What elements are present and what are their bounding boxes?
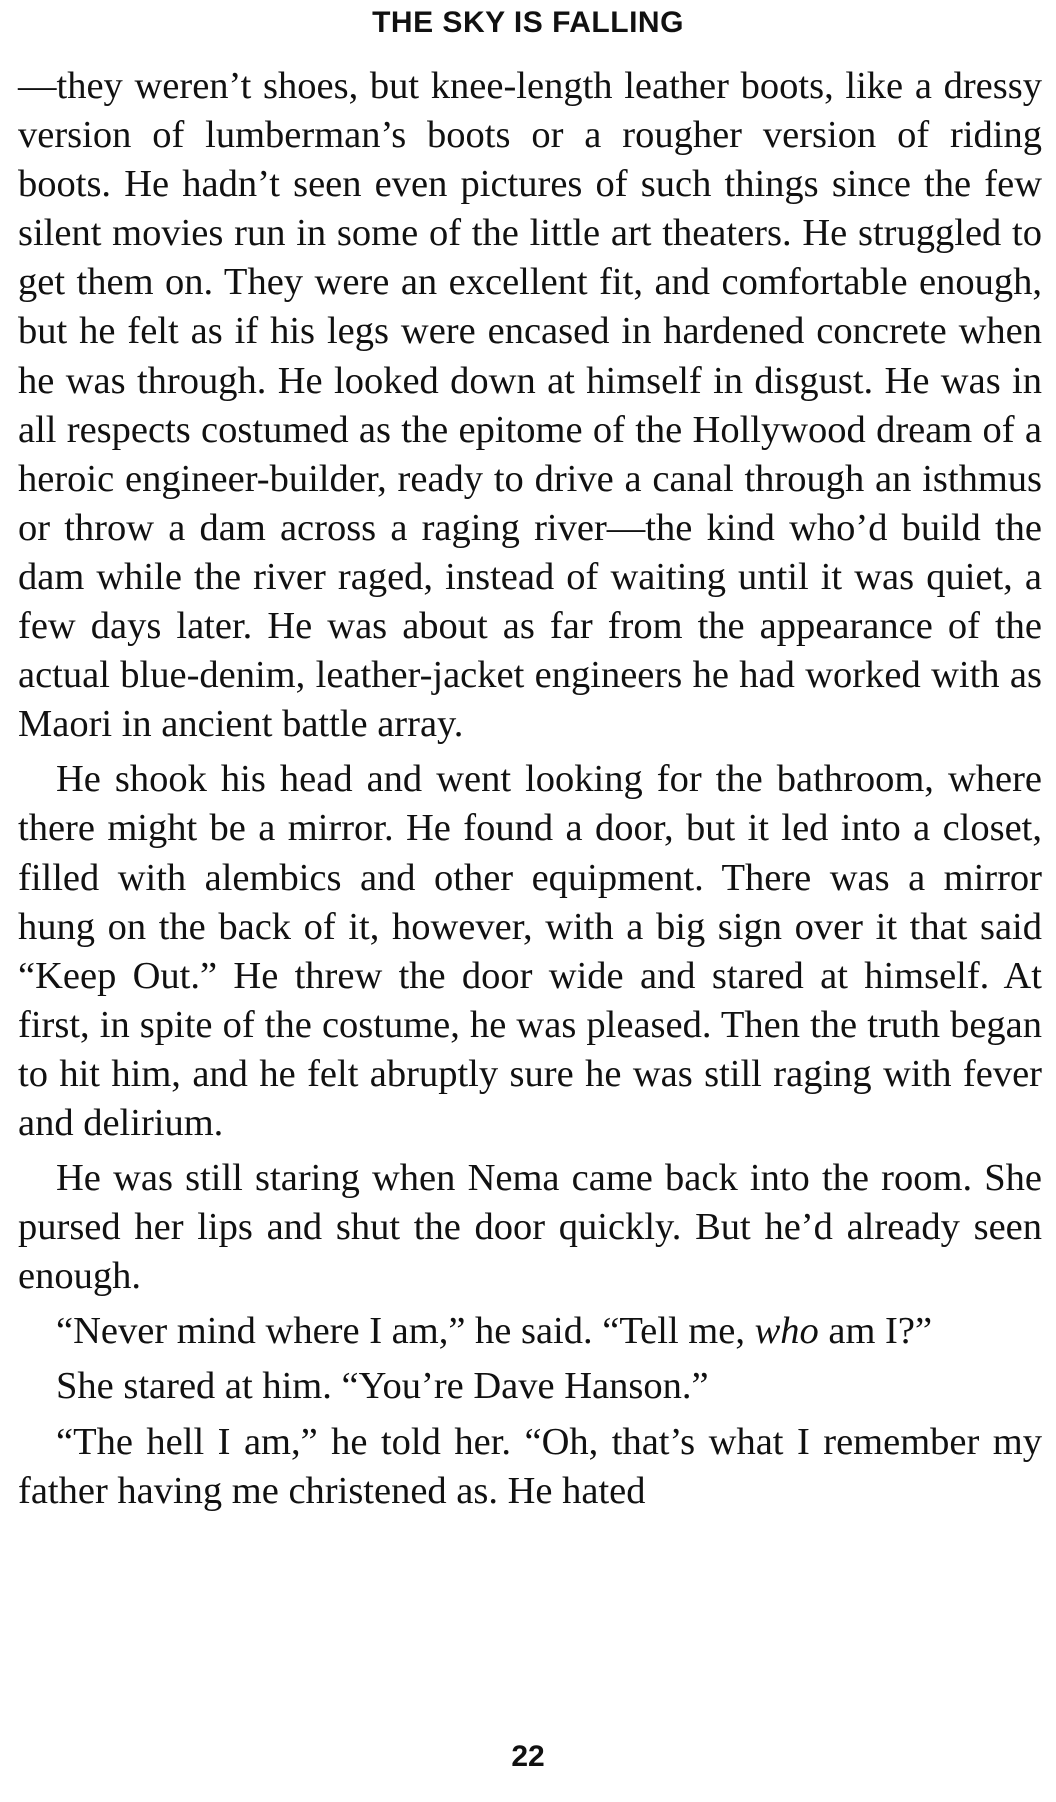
running-head-title: THE SKY IS FALLING [372, 6, 684, 39]
paragraph-6: “The hell I am,” he told her. “Oh, that’s what I remember my father having me christened as. He hated [18, 1420, 1042, 1512]
paragraph-2: He shook his head and went looking for the bathroom, where there might be a mirror. He found a door, but it led into a closet, filled with alembics and other equipment. There was a mirror hung on the back of it, however, with a big sign over it that said “Keep Out.” He threw the door wide and stared at himself. At first, in spite of the costume, he was pleased. Then the truth began to hit him, and he felt abruptly sure he was still raging with fever and delirium. [18, 758, 1042, 1144]
paragraph-4 [18, 1307, 1042, 1356]
paragraph-4-after: am I?” [818, 1310, 933, 1353]
paragraph-4-emphasis: who [754, 1310, 819, 1353]
paragraph-4-before: “Never mind where I am,” he said. “Tell me, [56, 1310, 755, 1353]
page-number: 22 [511, 1740, 545, 1773]
paragraph-1: —they weren’t shoes, but knee-length leather boots, like a dressy version of lumberman’s boots or a rougher version of riding boots. He hadn’t seen even pictures of such things since the few silent movies run in some of the little art theaters. He struggled to get them on. They were an excellent fit, and comfortable enough, but he felt as if his legs were encased in hardened concrete when he was through. He looked down at himself in disgust. He was in all respects costumed as the epitome of the Hollywood dream of a heroic engineer-builder, ready to drive a canal through an isthmus or throw a dam across a raging river—the kind who’d build the dam while the river raged, instead of waiting until it was quiet, a few days later. He was about as far from the appearance of the actual blue-denim, leather-jacket engineers he had worked with as Maori in ancient battle array. [18, 65, 1042, 746]
paragraph-5: She stared at him. “You’re Dave Hanson.” [56, 1365, 709, 1408]
body-text [18, 62, 1042, 1522]
paragraph-3: He was still staring when Nema came back into the room. She pursed her lips and shut the door quickly. But he’d already seen enough. [18, 1157, 1042, 1298]
